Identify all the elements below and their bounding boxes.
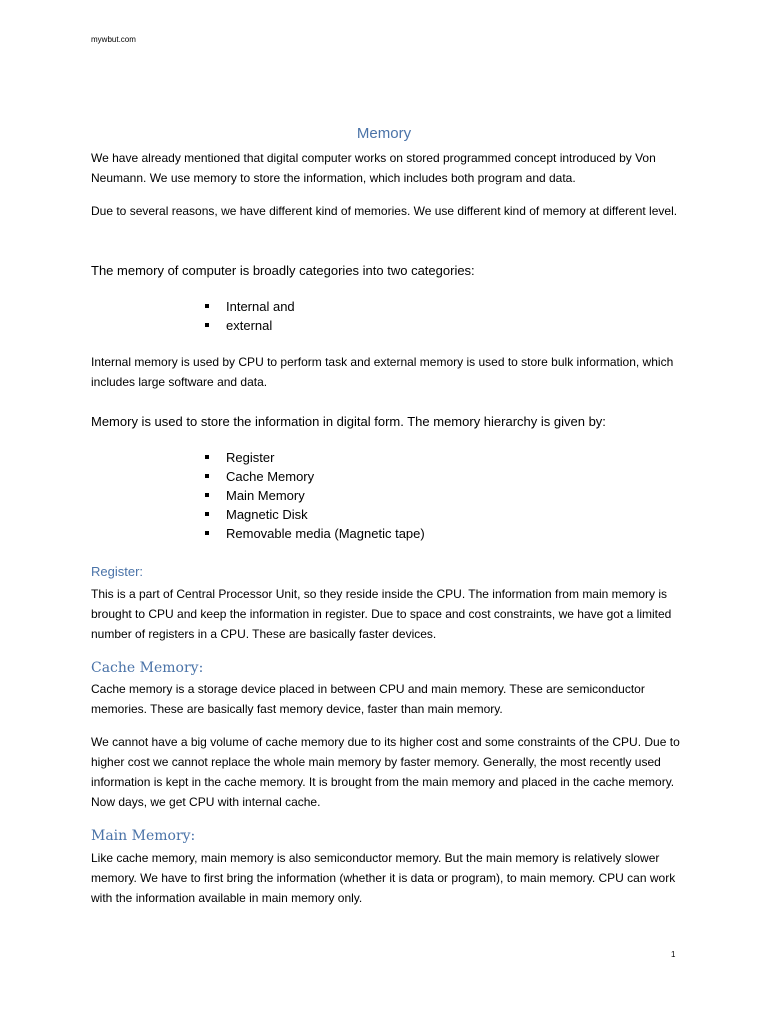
categories-intro-paragraph: The memory of computer is broadly categories into two categories: — [91, 263, 475, 278]
internal-external-paragraph: Internal memory is used by CPU to perform task and external memory is used to store bulk information, which includes large software and data. — [91, 355, 674, 389]
page-title: Memory — [356, 125, 412, 142]
intro-paragraph-1: We have already mentioned that digital computer works on stored programmed concept introduced by Von Neumann. We use memory to store the information, which includes both program and data. — [91, 151, 656, 185]
memory-hierarchy-list — [205, 448, 425, 543]
cache-memory-paragraph-1: Cache memory is a storage device placed in between CPU and main memory. These are semiconductor memories. These are basically fast memory device, faster than main memory. — [91, 682, 645, 716]
register-heading: Register: — [91, 564, 144, 579]
cache-memory-paragraph-2: We cannot have a big volume of cache memory due to its higher cost and some constraints of the CPU. Due to higher cost we cannot replace the whole main memory by faster memory. Generally, the most recently used information is kept in the cache memory. It is brought from the main memory and placed in the cache memory. Now days, we get CPU with internal cache. — [91, 735, 680, 809]
page-number: 1 — [671, 950, 676, 959]
main-memory-heading: Main Memory: — [91, 828, 196, 844]
hierarchy-intro-paragraph: Memory is used to store the information in digital form. The memory hierarchy is given by: — [91, 414, 606, 429]
list-item: Cache Memory — [205, 467, 425, 486]
list-item: Register — [205, 448, 425, 467]
main-memory-paragraph: Like cache memory, main memory is also semiconductor memory. But the main memory is relatively slower memory. We have to first bring the information (whether it is data or program), to main memory. CPU can work with the information available in main memory only. — [91, 851, 676, 905]
list-item: Removable media (Magnetic tape) — [205, 524, 425, 543]
list-item: external — [205, 316, 295, 335]
header-site-name: mywbut.com — [91, 35, 136, 44]
categories-list — [205, 297, 295, 335]
cache-memory-heading: Cache Memory: — [91, 660, 204, 676]
list-item: Main Memory — [205, 486, 425, 505]
intro-paragraph-2: Due to several reasons, we have different kind of memories. We use different kind of memory at different level. — [91, 204, 678, 218]
list-item: Magnetic Disk — [205, 505, 425, 524]
register-paragraph: This is a part of Central Processor Unit, so they reside inside the CPU. The information from main memory is brought to CPU and keep the information in register. Due to space and cost constraints, we have got a limited number of registers in a CPU. These are basically faster devices. — [91, 587, 672, 641]
list-item: Internal and — [205, 297, 295, 316]
